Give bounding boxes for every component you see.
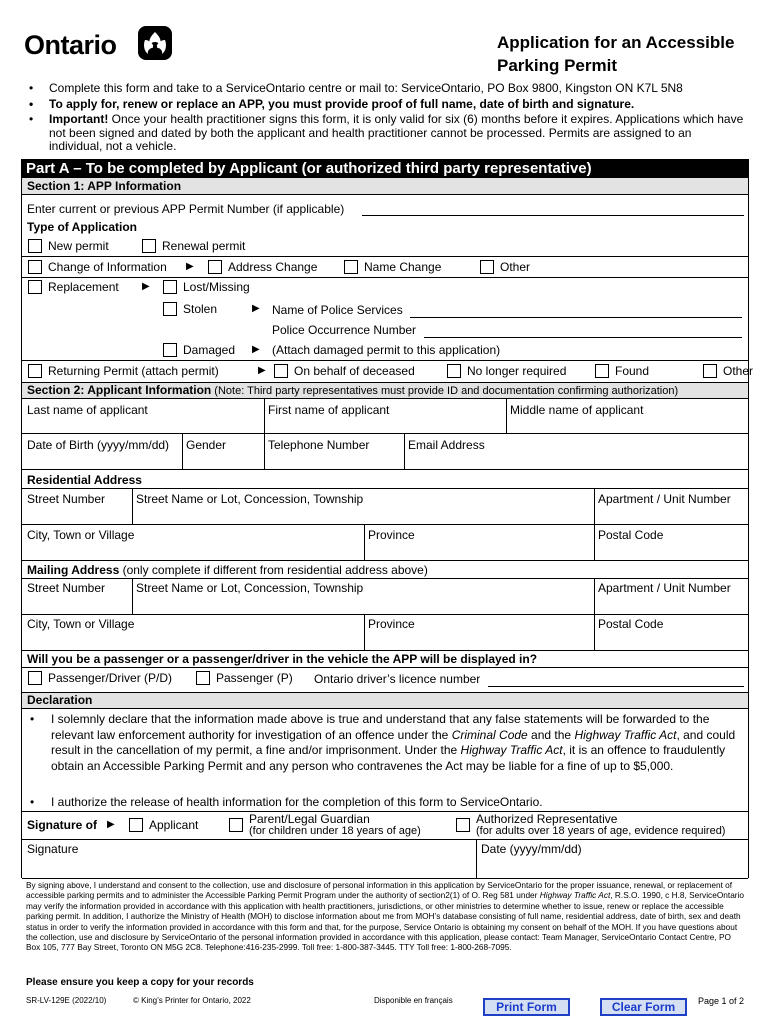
- mailing-apartment-label: Apartment / Unit Number: [598, 581, 731, 595]
- passenger-checkbox[interactable]: [196, 671, 210, 685]
- french-available: Disponible en français: [374, 996, 453, 1005]
- arrow-right-icon: ▶: [252, 344, 260, 355]
- applicant-checkbox[interactable]: [129, 818, 143, 832]
- city-label: City, Town or Village: [27, 528, 135, 542]
- other-return-label: Other: [723, 364, 754, 378]
- new-permit-label: New permit: [48, 239, 109, 253]
- renewal-permit-label: Renewal permit: [162, 239, 246, 253]
- police-services-input[interactable]: [410, 317, 742, 318]
- replacement-checkbox[interactable]: [28, 280, 42, 294]
- address-change-label: Address Change: [228, 260, 318, 274]
- arrow-right-icon: ▶: [107, 819, 115, 830]
- passenger-question: Will you be a passenger or a passenger/driver in the vehicle the APP will be displayed in?: [27, 652, 538, 666]
- middle-name-label: Middle name of applicant: [510, 403, 644, 417]
- lost-missing-checkbox[interactable]: [163, 280, 177, 294]
- section-2-frame: [21, 382, 749, 692]
- police-occurrence-input[interactable]: [424, 337, 742, 338]
- other-return-checkbox[interactable]: [703, 364, 717, 378]
- stolen-checkbox[interactable]: [163, 302, 177, 316]
- change-info-checkbox[interactable]: [28, 260, 42, 274]
- name-change-label: Name Change: [364, 260, 442, 274]
- gender-label: Gender: [186, 438, 227, 452]
- name-change-checkbox[interactable]: [344, 260, 358, 274]
- mailing-street-name-label: Street Name or Lot, Concession, Township: [136, 581, 364, 595]
- copyright: © King’s Printer for Ontario, 2022: [133, 996, 251, 1005]
- section-1-frame: [21, 178, 754, 382]
- clear-form-button[interactable]: Clear Form: [600, 998, 687, 1016]
- permit-number-input[interactable]: [362, 215, 744, 216]
- intro-bullet-proof: • To apply for, renew or replace an APP, you must provide proof of full name, date of birth and signature.: [26, 98, 746, 112]
- guardian-sub-label: (for children under 18 years of age): [249, 825, 421, 837]
- found-checkbox[interactable]: [595, 364, 609, 378]
- change-info-label: Change of Information: [48, 260, 167, 274]
- address-change-checkbox[interactable]: [208, 260, 222, 274]
- mailing-address-label: Mailing Address (only complete if different from residential address above): [27, 563, 428, 577]
- telephone-label: Telephone Number: [268, 438, 370, 452]
- representative-label: Authorized Representative: [476, 812, 618, 826]
- last-name-label: Last name of applicant: [27, 403, 148, 417]
- form-id: SR-LV-129E (2022/10): [26, 996, 107, 1005]
- found-label: Found: [615, 364, 650, 378]
- replacement-label: Replacement: [48, 280, 119, 294]
- damaged-checkbox[interactable]: [163, 343, 177, 357]
- intro-bullet-important: • Important! Once your health practitioner signs this form, it is only valid for six (6) months before it expires. Applications which have not been signed and dated by both the applicant and health practitioner cannot be processed. Permits are assigned to an individual, not a vehicle.: [26, 113, 746, 154]
- declaration-statement-2: • I authorize the release of health information for the completion of this form to ServiceOntario.: [30, 795, 543, 809]
- applicant-label: Applicant: [149, 818, 199, 832]
- guardian-checkbox[interactable]: [229, 818, 243, 832]
- no-longer-required-label: No longer required: [467, 364, 567, 378]
- apartment-unit-label: Apartment / Unit Number: [598, 492, 731, 506]
- signature-label: Signature: [27, 842, 79, 856]
- arrow-right-icon: ▶: [252, 303, 260, 314]
- mailing-province-label: Province: [368, 617, 415, 631]
- licence-number-input[interactable]: [488, 686, 744, 687]
- no-longer-required-checkbox[interactable]: [447, 364, 461, 378]
- passenger-driver-label: Passenger/Driver (P/D): [48, 671, 173, 685]
- form-title: Application for an Accessible Parking Permit: [497, 33, 735, 75]
- print-form-button[interactable]: Print Form: [483, 998, 570, 1016]
- type-of-application-label: Type of Application: [27, 220, 137, 234]
- street-name-label: Street Name or Lot, Concession, Township: [136, 492, 364, 506]
- representative-checkbox[interactable]: [456, 818, 470, 832]
- privacy-statement: By signing above, I understand and consent to the collection, use and disclosure of personal information in this application by ServiceOntario for the proper issuance, renewal, or replacement of accessible parking permits and to administer the Accessible Parking Permit Program under the authority of section2(1) of O. Reg 581 under Highway Traffic Act, R.S.O. 1990, c H.8, ServiceOntario may verify the information provided in accordance with this application with health practitioners, jurisdictions, or other ministries to determine whether to issue, renew or replace the accessible parking permit. In addition, I authorize the Ministry of Health (MOH) to disclose information about me from MOH’s database consisting of full name, residential address, date of birth, sex and death status in order to verify the information provided in accordance with this form and that, for the purpose, Service Ontario is obtaining my consent on behalf of the MOH. If you have questions about the collection, use and disclosure by ServiceOntario of the personal information provided in accordance with this application, please contact: Team Manager, ServiceOntario Contact Centre, PO Box 105, 777 Bay Street, Toronto ON M5G 2C8. Telephone:416-235-2999. Toll free: 1-800-387-3445. TTY Toll free: 1-800-268-7095.: [26, 880, 745, 953]
- section-1-title: Section 1: APP Information: [22, 178, 748, 194]
- declaration-statement-1: • I solemnly declare that the information made above is true and understand that any false statements will be forwarded to the relevant law enforcement authority for investigation of an offence under the Criminal Code and the Highway Traffic Act, and could result in the cancellation of my permit, a fine and/or imprisonment. Under the Highway Traffic Act, it is an offence to fraudulently obtain an Accessible Parking Permit and any person who contravenes the Act may be liable for a fine of up to $5,000.: [30, 712, 736, 773]
- stolen-label: Stolen: [183, 302, 218, 316]
- arrow-right-icon: ▶: [258, 365, 266, 376]
- returning-permit-label: Returning Permit (attach permit): [48, 364, 219, 378]
- returning-permit-checkbox[interactable]: [28, 364, 42, 378]
- other-change-label: Other: [500, 260, 531, 274]
- intro-bullet-mail: • Complete this form and take to a ServiceOntario centre or mail to: ServiceOntario, PO Box 9800, Kingston ON K7L 5N8: [26, 82, 746, 96]
- permit-number-label: Enter current or previous APP Permit Number (if applicable): [27, 202, 345, 216]
- licence-number-label: Ontario driver’s licence number: [314, 672, 481, 686]
- keep-copy-notice: Please ensure you keep a copy for your records: [26, 977, 254, 988]
- damaged-label: Damaged: [183, 343, 236, 357]
- page-number: Page 1 of 2: [698, 996, 745, 1006]
- first-name-label: First name of applicant: [268, 403, 390, 417]
- postal-code-label: Postal Code: [598, 528, 664, 542]
- guardian-label: Parent/Legal Guardian: [249, 812, 370, 826]
- mailing-city-label: City, Town or Village: [27, 617, 135, 631]
- attach-damaged-label: (Attach damaged permit to this application): [272, 343, 501, 357]
- arrow-right-icon: ▶: [142, 281, 150, 292]
- part-a-header: Part A – To be completed by Applicant (or authorized third party representative): [21, 159, 749, 178]
- other-change-checkbox[interactable]: [480, 260, 494, 274]
- dob-label: Date of Birth (yyyy/mm/dd): [27, 438, 170, 452]
- declaration-frame: [21, 692, 749, 878]
- representative-sub-label: (for adults over 18 years of age, evidence required): [476, 825, 726, 837]
- date-label: Date (yyyy/mm/dd): [481, 842, 582, 856]
- police-occurrence-label: Police Occurrence Number: [272, 323, 417, 337]
- mailing-postal-label: Postal Code: [598, 617, 664, 631]
- residential-address-label: Residential Address: [27, 473, 142, 487]
- lost-missing-label: Lost/Missing: [183, 280, 250, 294]
- deceased-label: On behalf of deceased: [294, 364, 415, 378]
- signature-of-label: Signature of: [27, 818, 98, 832]
- intro-bullets: [26, 82, 746, 156]
- passenger-label: Passenger (P): [216, 671, 293, 685]
- mailing-street-number-label: Street Number: [27, 581, 106, 595]
- street-number-label: Street Number: [27, 492, 106, 506]
- ontario-trillium-icon: [138, 26, 172, 60]
- arrow-right-icon: ▶: [186, 261, 194, 272]
- declaration-title: Declaration: [22, 692, 748, 708]
- province-label: Province: [368, 528, 415, 542]
- email-label: Email Address: [408, 438, 485, 452]
- renewal-permit-checkbox[interactable]: [142, 239, 156, 253]
- section-2-title: Section 2: Applicant Information (Note: Third party representatives must provide ID and documentation confirming authorization): [22, 382, 748, 398]
- passenger-driver-checkbox[interactable]: [28, 671, 42, 685]
- police-services-label: Name of Police Services: [272, 303, 403, 317]
- new-permit-checkbox[interactable]: [28, 239, 42, 253]
- ontario-logo-text: Ontario: [24, 30, 117, 60]
- deceased-checkbox[interactable]: [274, 364, 288, 378]
